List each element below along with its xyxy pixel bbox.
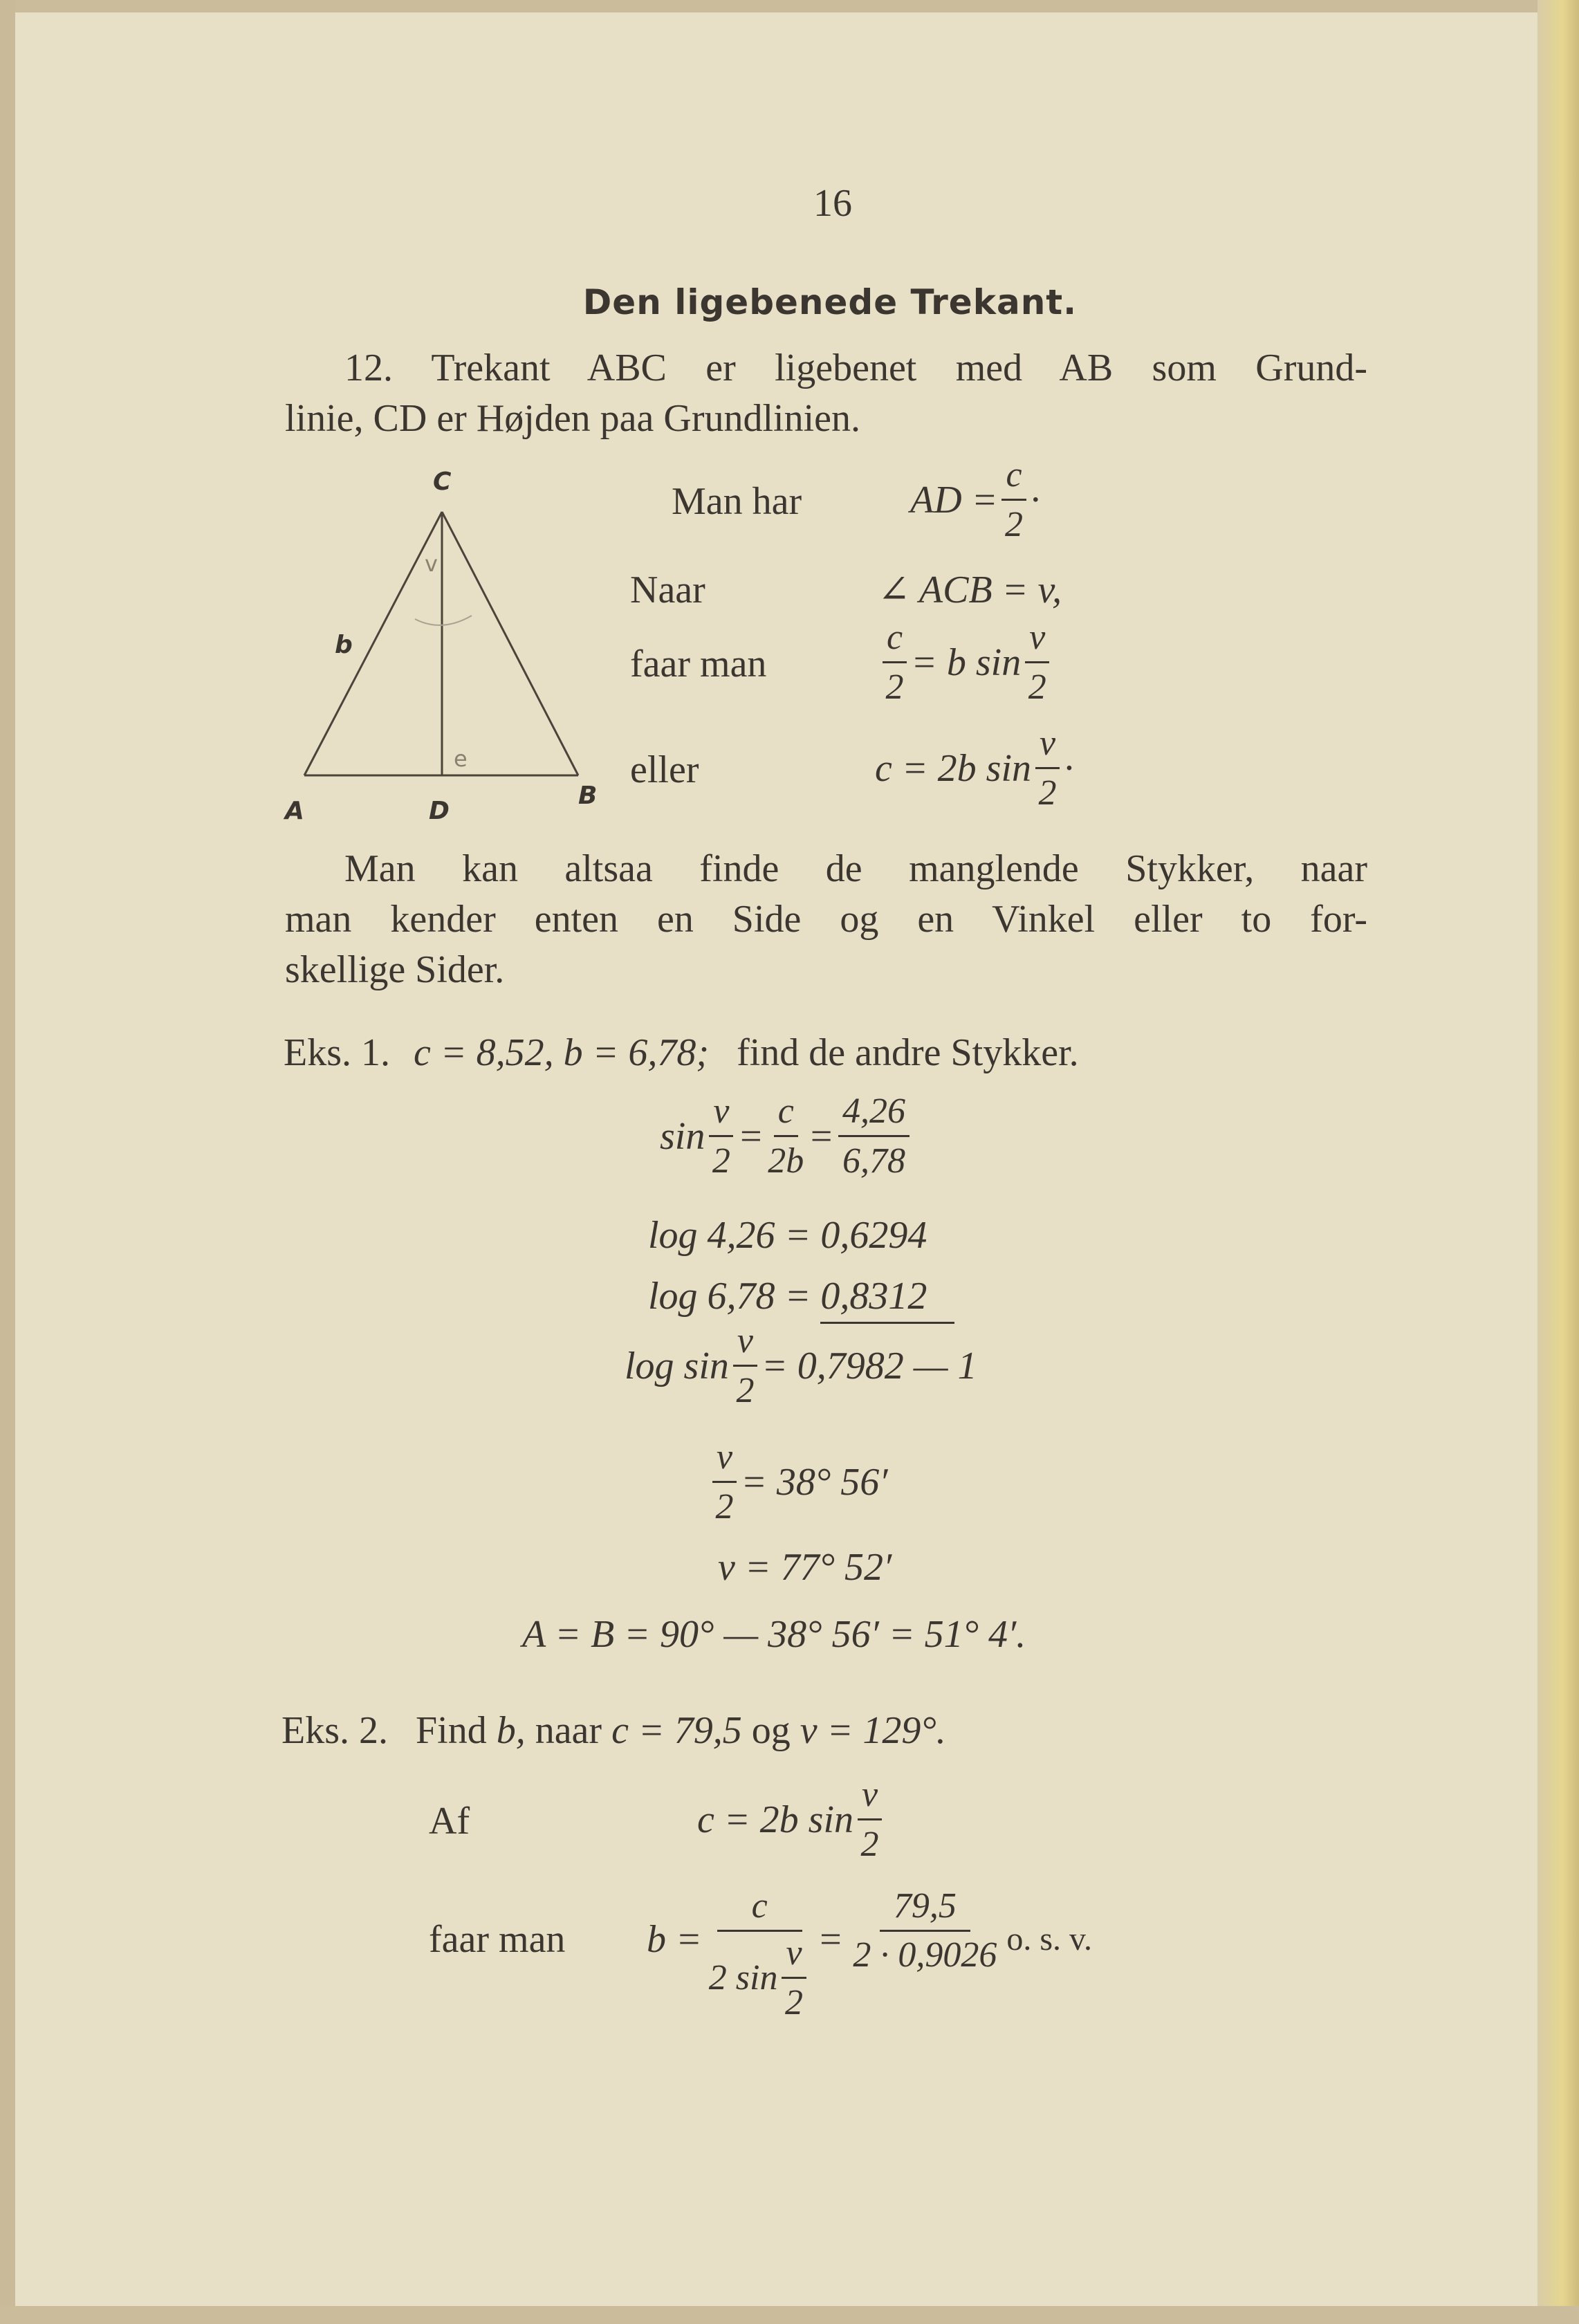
numerator: c [717, 1888, 802, 1932]
fraction [1035, 725, 1060, 812]
denominator: 2 [712, 1141, 730, 1181]
example2-og: og [751, 1709, 791, 1752]
page-edge-right [1538, 0, 1579, 2324]
af-equation [697, 1776, 886, 1863]
fraction [858, 1776, 882, 1863]
example2-b: b, [496, 1709, 526, 1752]
fraction [853, 1888, 997, 1973]
fraction [733, 1322, 757, 1410]
isosceles-triangle-figure [277, 484, 609, 816]
example2-v: v = 129°. [800, 1709, 946, 1752]
intro-line-1: 12. Trekant ABC er ligebenet med AB som Grund- [344, 347, 1367, 389]
b-equation [647, 1888, 1092, 2022]
row1-word: Man har [672, 480, 802, 523]
row4-lhs: c = 2b sin [875, 747, 1031, 791]
denominator-sin: 2 sin [708, 1958, 778, 1998]
page-edge-top [0, 0, 1579, 12]
example2-c: c = 79,5 [611, 1709, 742, 1752]
fraction [768, 1093, 804, 1180]
row2-word: Naar [630, 569, 705, 611]
denominator: 2 [1038, 773, 1057, 813]
half-angle-equation [708, 1439, 888, 1526]
denominator: 2 · 0,9026 [853, 1935, 997, 1975]
denominator: 2 [885, 667, 904, 707]
side-AC [304, 512, 442, 775]
log-sin-rhs: = 0,7982 — 1 [761, 1345, 977, 1388]
complex-fraction [709, 1888, 811, 2022]
numerator: c [1001, 456, 1026, 501]
example1-sin-equation [660, 1093, 914, 1180]
row1-tail: · [1030, 479, 1040, 522]
numerator: c [883, 619, 907, 663]
numerator: v [709, 1093, 733, 1137]
denominator: 2 [1004, 504, 1023, 544]
faar-man-word: faar man [429, 1918, 566, 1961]
log-sin-lhs: log sin [625, 1345, 729, 1388]
v-value: v = 77° 52′ [718, 1546, 892, 1589]
log-6-78-lhs: log 6,78 = [648, 1275, 821, 1318]
numerator: 4,26 [838, 1093, 909, 1137]
page-edge-bottom [0, 2306, 1579, 2324]
example1-task: find de andre Stykker. [737, 1031, 1079, 1074]
denominator: 2b [768, 1141, 804, 1181]
example1-line [284, 1033, 1079, 1072]
example1-given: c = 8,52, b = 6,78; [414, 1031, 710, 1074]
fraction [883, 619, 907, 706]
angle-arc [415, 616, 472, 625]
log-4-26: log 4,26 = 0,6294 [648, 1214, 927, 1257]
denominator: 2 [715, 1486, 734, 1527]
row1-lhs: AD = [910, 479, 998, 522]
label-C: C [433, 468, 452, 496]
fraction [709, 1093, 733, 1180]
label-b: b [335, 631, 353, 659]
equals: = [817, 1918, 844, 1961]
row4-tail: · [1064, 747, 1074, 791]
etc-abbrev: o. s. v. [1006, 1921, 1092, 1957]
paragraph-line-3: skellige Sider. [285, 948, 505, 991]
sin-text: sin [660, 1115, 705, 1159]
numerator: c [774, 1093, 798, 1137]
row4-word: eller [630, 748, 699, 791]
paragraph-line-1: Man kan altsaa finde de manglende Stykker, naar [344, 847, 1367, 890]
numerator: v [712, 1439, 737, 1483]
denominator [709, 1932, 811, 2022]
numerator: v [1035, 725, 1060, 769]
intro-line-2: linie, CD er Højden paa Grundlinien. [285, 397, 861, 440]
label-D: D [429, 797, 450, 825]
equals: = [737, 1115, 764, 1159]
page-number: 16 [813, 182, 852, 225]
numerator: v [1025, 619, 1049, 663]
denominator: 2 [736, 1370, 755, 1410]
row3-word: faar man [630, 643, 767, 685]
row2-expr: ∠ ACB = v, [878, 569, 1062, 611]
denominator: 2 [860, 1824, 879, 1864]
label-v: v [425, 551, 438, 577]
example2-line [281, 1711, 946, 1750]
example2-label: Eks. 2. [281, 1709, 388, 1752]
label-A: A [285, 797, 304, 825]
fraction [838, 1093, 909, 1180]
example2-naar: naar [535, 1709, 602, 1752]
section-heading: Den ligebenede Trekant. [582, 282, 1078, 322]
fraction [782, 1935, 806, 2022]
numerator: v [733, 1322, 757, 1367]
page-edge-left [0, 0, 15, 2324]
example2-find: Find [416, 1709, 487, 1752]
row3-mid: = b sin [911, 641, 1022, 685]
fraction [1001, 456, 1026, 544]
numerator: v [782, 1935, 806, 1979]
denominator: 2 [785, 1982, 804, 2022]
fraction [712, 1439, 737, 1526]
label-B: B [578, 782, 598, 810]
denominator: 6,78 [842, 1141, 906, 1181]
denominator: 2 [1028, 667, 1046, 707]
b-lhs: b = [647, 1918, 702, 1961]
af-word: Af [429, 1800, 470, 1843]
log-sin-equation [625, 1322, 977, 1410]
af-lhs: c = 2b sin [697, 1798, 853, 1842]
equals: = [808, 1115, 835, 1159]
label-e: e [454, 746, 468, 772]
numerator: 79,5 [880, 1888, 970, 1932]
numerator: v [858, 1776, 882, 1820]
log-6-78-value: 0,8312 [820, 1275, 954, 1324]
log-6-78 [648, 1277, 954, 1316]
side-BC [442, 512, 578, 775]
row4-expr [875, 725, 1073, 812]
fraction [1025, 619, 1049, 706]
half-angle-rhs: = 38° 56′ [741, 1461, 888, 1504]
base-angles: A = B = 90° — 38° 56′ = 51° 4′. [522, 1613, 1026, 1656]
row3-expr [878, 619, 1053, 706]
paragraph-line-2: man kender enten en Side og en Vinkel eller to for- [285, 898, 1367, 941]
example1-label: Eks. 1. [284, 1031, 390, 1074]
row1-expr [910, 456, 1040, 544]
